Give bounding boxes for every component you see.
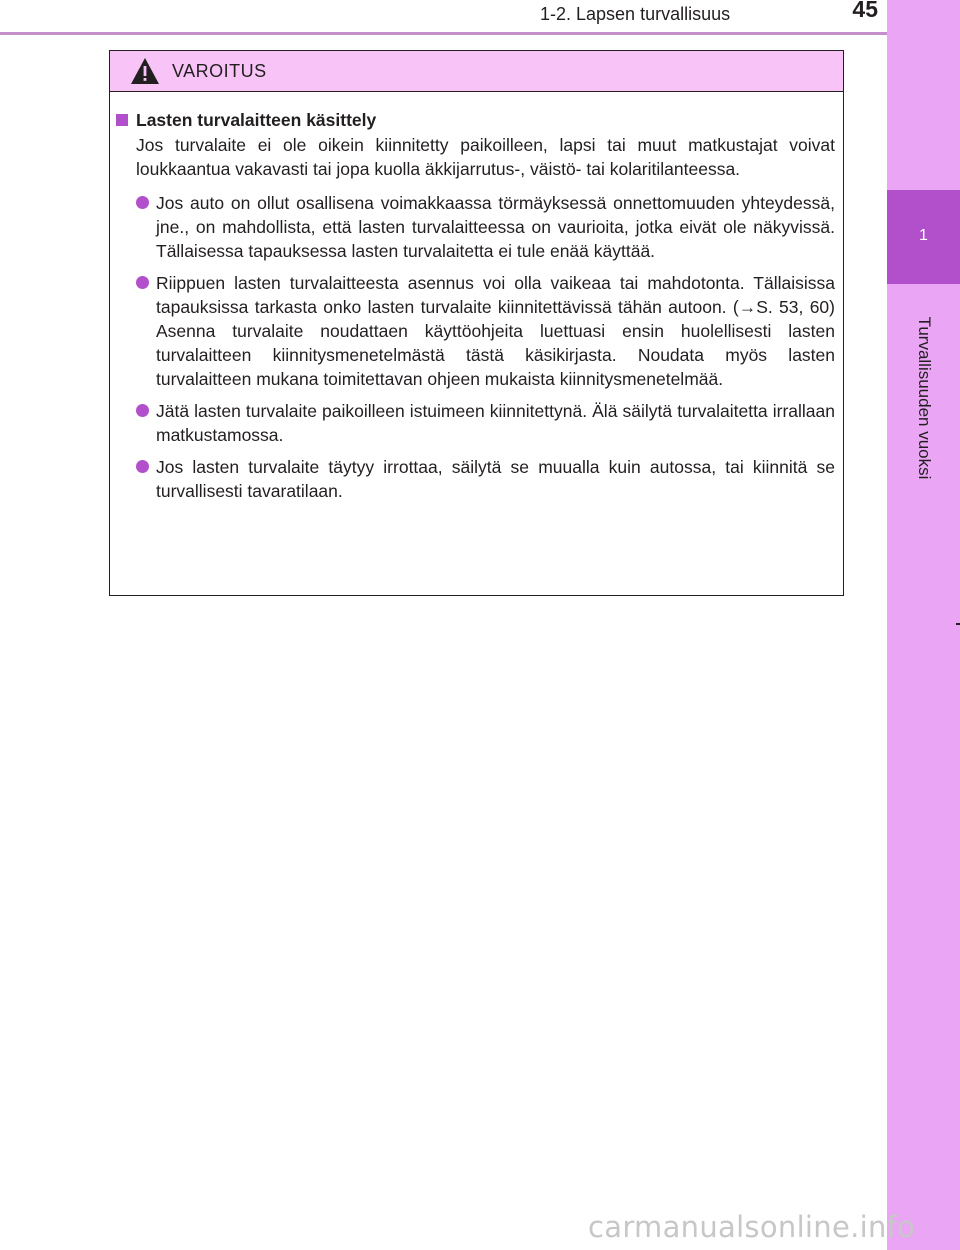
running-header-title: 1-2. Lapsen turvallisuus	[540, 4, 731, 24]
watermark-text: carmanualsonline.info	[588, 1210, 916, 1244]
bullet-dot-icon	[136, 196, 149, 209]
page-number: 45	[852, 0, 878, 22]
list-item	[116, 455, 835, 503]
warning-intro-text: Jos turvalaite ei ole oikein kiinnitetty paikoilleen, lapsi tai muut matkustajat voivat loukkaantua vakavasti tai jopa kuolla äkkijarrutus-, väistö- tai kolaritilanteessa.	[136, 135, 835, 179]
list-item	[116, 399, 835, 447]
warning-section-heading	[116, 108, 835, 132]
bullet-dot-icon	[136, 276, 149, 289]
warning-header	[110, 51, 843, 92]
square-bullet-icon	[116, 114, 128, 126]
bullet-dot-icon	[136, 460, 149, 473]
chapter-number: 1	[919, 227, 928, 244]
warning-body	[110, 92, 843, 503]
warning-box	[109, 50, 844, 596]
bullet-dot-icon	[136, 404, 149, 417]
list-item	[116, 191, 835, 263]
header-divider	[0, 32, 887, 35]
edge-tick-mark	[956, 623, 960, 625]
list-item	[116, 271, 835, 391]
warning-label: VAROITUS	[172, 61, 267, 81]
warning-triangle-icon	[130, 57, 160, 85]
chapter-side-tab	[887, 0, 960, 1250]
chapter-title: Turvallisuuden vuoksi	[915, 316, 934, 480]
bullet-text: Riippuen lasten turvalaitteesta asennus voi olla vaikeaa tai mahdotonta. Tällaisissa tapauksissa tarkasta onko lasten turvalaite kiinnitettävissä tähän autoon. (→S. 53, 60) Asenna turvalaite noudattaen käyttöohjeita luettuasi ensin huolellisesti lasten turvalaitteen kiinnitysmenetelmästä tästä käsikirjasta. Noudata myös lasten turvalaitteen mukana toimitettavan ohjeen mukaista kiinnitysmenetelmää.	[156, 273, 835, 389]
bullet-text: Jos lasten turvalaite täytyy irrottaa, säilytä se muualla kuin autossa, tai kiinnitä se turvallisesti tavaratilaan.	[156, 457, 835, 501]
warning-section-title: Lasten turvalaitteen käsittely	[136, 110, 377, 130]
bullet-text: Jätä lasten turvalaite paikoilleen istuimeen kiinnitettynä. Älä säilytä turvalaitetta irrallaan matkustamossa.	[156, 401, 835, 445]
bullet-text: Jos auto on ollut osallisena voimakkaassa törmäyksessä onnettomuuden yhteydessä, jne., on mahdollista, että lasten turvalaitteessa on vaurioita, jotka eivät ole näkyvissä. Tällaisessa tapauksessa lasten turvalaitetta ei tule enää käyttää.	[156, 193, 835, 261]
